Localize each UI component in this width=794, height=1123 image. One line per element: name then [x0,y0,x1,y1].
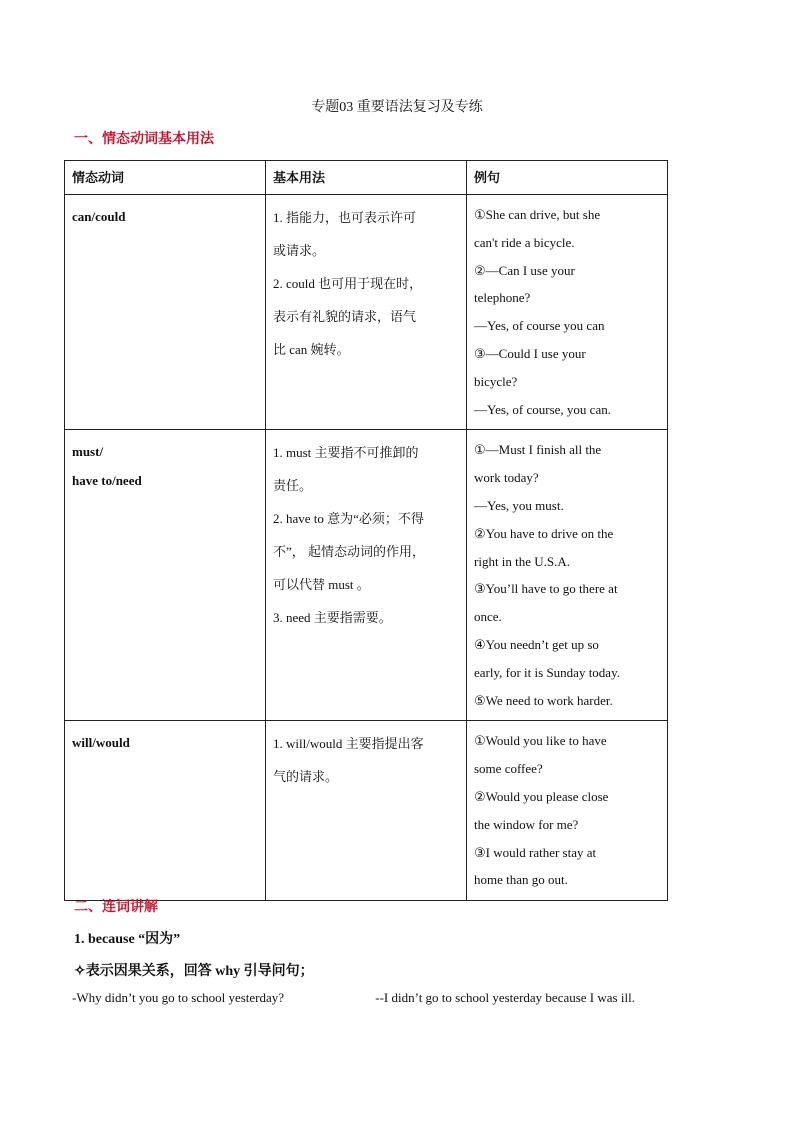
example-cell-line: home than go out. [474,872,568,888]
usage-cell-line: 2. could 也可用于现在时， [273,276,423,291]
usage-cell-line: 3. need 主要指需要。 [273,610,392,626]
usage-cell-line: 不”， 起情态动词的作用， [273,544,426,560]
example-cell-line: some coffee? [474,761,543,777]
subsection-title-because: 1. because “因为” [74,932,181,947]
modal-verbs-table [64,160,668,901]
usage-cell [266,195,467,430]
modal-verb-cell-line: must/ [72,444,104,460]
example-cell-line: ②You have to drive on the [474,525,614,541]
example-cell-line: ②Would you please close [474,788,609,804]
table-header-row [65,161,668,195]
example-cell-line: can't ride a bicycle. [474,234,575,250]
table-row [65,195,668,430]
usage-cell-line: 可以代替 must 。 [273,577,370,593]
example-cell [467,430,668,721]
page-title: 专题03 重要语法复习及专练 [311,100,483,115]
example-cell-line: ①She can drive, but she [474,207,601,222]
example-cell-line: bicycle? [474,373,518,389]
usage-cell-line: 表示有礼貌的请求，语气 [273,309,417,324]
example-cell [467,195,668,430]
example-cell-line: ③—Could I use your [474,345,586,361]
header-basic-usage: 基本用法 [266,161,467,195]
usage-cell [266,430,467,721]
example-cell-line: ②—Can I use your [474,262,575,278]
table-row [65,430,668,721]
usage-cell-line: 1. 指能力，也可表示许可 [273,210,417,225]
rule-text: ✧表示因果关系，回答 why 引导问句； [74,964,314,979]
usage-cell-line: 或请求。 [273,243,326,258]
example-cell-line: the window for me? [474,816,579,832]
example-cell-line: ③I would rather stay at [474,844,597,860]
example-cell-line: ①—Must I finish all the [474,442,602,458]
example-dialogue [72,990,635,1006]
header-modal-verb: 情态动词 [65,161,266,195]
example-cell-line: once. [474,609,502,625]
modal-verb-cell-line: will/would [72,735,130,751]
section-heading-modal-verbs: 一、情态动词基本用法 [74,132,214,147]
usage-cell-line: 责任。 [273,478,313,494]
modal-verb-cell [65,430,266,721]
usage-cell-line: 2. have to 意为“必须；不得 [273,511,424,527]
header-example: 例句 [467,161,668,195]
modal-verb-cell-line: can/could [72,209,126,224]
example-cell [467,721,668,901]
table-row [65,721,668,901]
usage-cell-line: 1. will/would 主要指提出客 [273,736,424,752]
example-cell-line: ④You needn’t get up so [474,636,599,652]
modal-verb-cell [65,721,266,901]
usage-cell-line: 气的请求。 [273,769,339,785]
example-cell-line: telephone? [474,290,531,306]
example-cell-line: ⑤We need to work harder. [474,692,613,708]
example-cell-line: ①Would you like to have [474,733,607,749]
example-cell-line: ③You’ll have to go there at [474,581,618,597]
example-cell-line: —Yes, you must. [474,497,564,513]
example-cell-line: right in the U.S.A. [474,553,571,569]
section-heading-conjunctions: 二、连词讲解 [74,900,158,915]
modal-verb-cell [65,195,266,430]
example-cell-line: —Yes, of course you can [474,318,605,334]
usage-cell-line: 比 can 婉转。 [273,342,350,357]
example-cell-line: —Yes, of course, you can. [474,401,611,417]
dialogue-question: -Why didn’t you go to school yesterday? [72,990,285,1005]
example-cell-line: work today? [474,470,539,486]
example-cell-line: early, for it is Sunday today. [474,664,620,680]
usage-cell [266,721,467,901]
usage-cell-line: 1. must 主要指不可推卸的 [273,445,419,461]
modal-verb-cell-line: have to/need [72,473,142,489]
dialogue-answer: --I didn’t go to school yesterday because I was ill. [375,990,635,1005]
